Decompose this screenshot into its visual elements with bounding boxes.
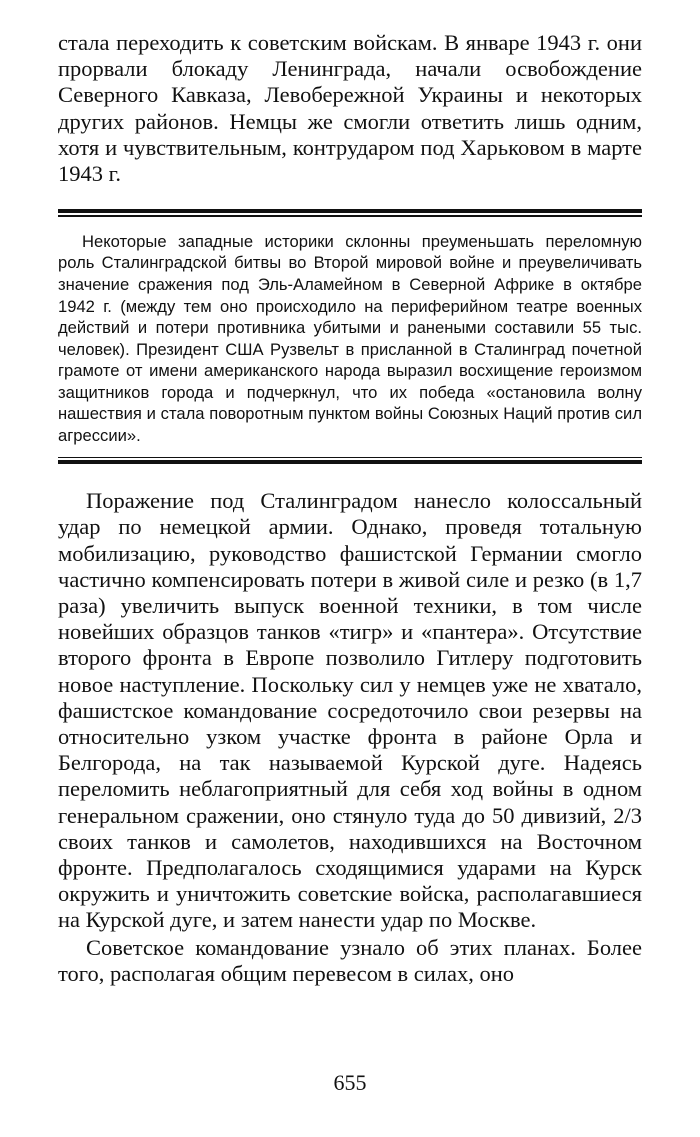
inset-top-rule [58,209,642,217]
paragraph-stalingrad-defeat: Поражение под Сталинградом нанесло колоссальный удар по немецкой армии. Однако, проведя тотальную мобилизацию, руководство фашистской Германии смогло частично компенсировать потери в живой силе и резко (в 1,7 раза) увеличить выпуск военной техники, в том числе новейших образцов танков «тигр» и «пантера». Отсутствие второго фронта в Европе позволило Гитлеру подготовить новое наступление. Поскольку сил у немцев уже не хватало, фашистское командование сосредоточило свои резервы на относительно узком участке фронта в районе Орла и Белгорода, на так называемой Курской дуге. Надеясь переломить неблагоприятный для себя ход войны в одном генеральном сражении, оно стянуло туда до 50 дивизий, 2/3 своих танков и самолетов, находившихся на Восточном фронте. Предполагалось сходящимися ударами на Курск окружить и уничтожить советские войска, располагавшиеся на Курской дуге, и затем нанести удар по Москве. [58,488,642,933]
rule-thin [58,215,642,217]
paragraph-soviet-command: Советское командование узнало об этих планах. Более того, располагая общим перевесом в силах, оно [58,934,642,986]
page-content [58,30,642,987]
inset-note: Некоторые западные историки склонны преуменьшать переломную роль Сталинградской битвы во Второй мировой войне и преувеличивать значение сражения под Эль-Аламейном в Северной Африке в октябре 1942 г. (между тем оно происходило на периферийном театре военных действий и потери противника убитыми и ранеными составили 55 тыс. человек). Президент США Рузвельт в присланной в Сталинград почетной грамоте от имени американского народа выразил восхищение героизмом защитников города и подчеркнул, что их победа «остановила волну нашествия и стала поворотным пунктом войны Союзных Наций против сил агрессии». [58,231,642,446]
inset-bottom-rule [58,457,642,465]
rule-thick [58,460,642,464]
paragraph-continuation: стала переходить к советским войскам. В январе 1943 г. они прорвали блокаду Ленинграда, начали освобождение Северного Кавказа, Левобережной Украины и некоторых других районов. Немцы же смогли ответить лишь одним, хотя и чувствительным, контрударом под Харьковом в марте 1943 г. [58,30,642,187]
rule-thick [58,209,642,213]
page-number: 655 [333,1070,367,1095]
rule-thin [58,457,642,459]
